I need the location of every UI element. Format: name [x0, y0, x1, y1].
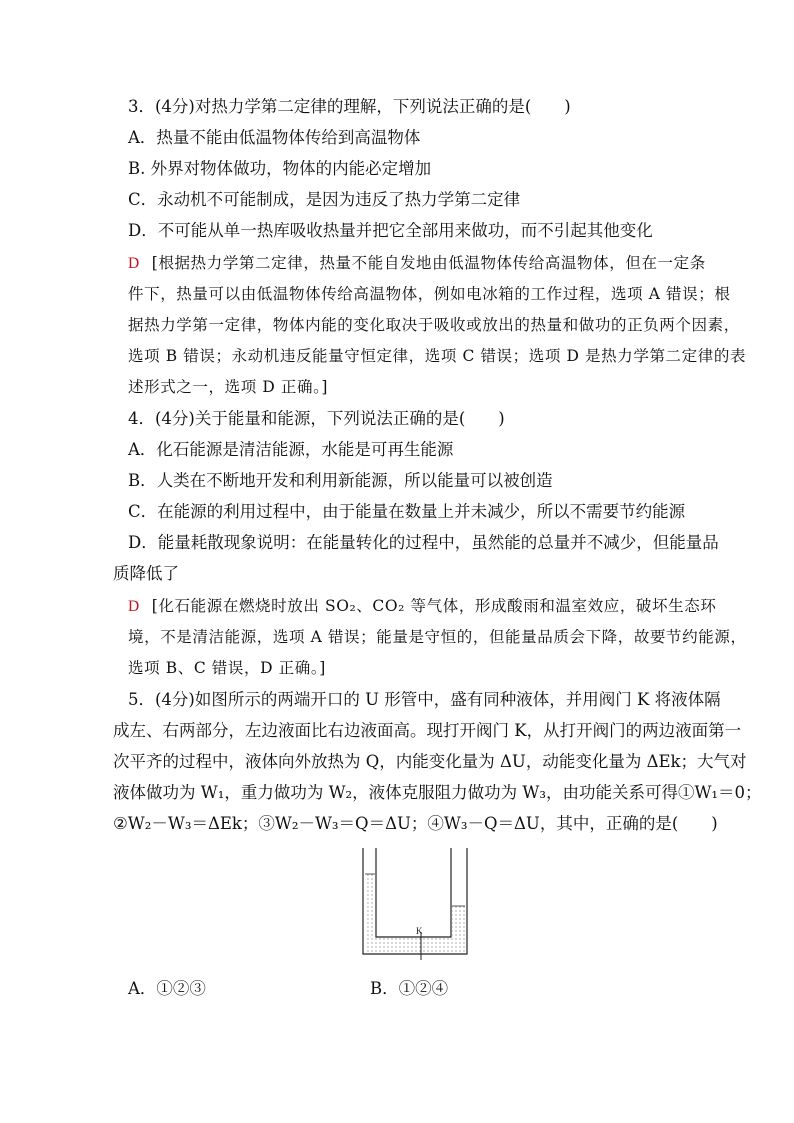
question-3-explanation-line-4: 选项 B 错误；永动机违反能量守恒定律，选项 C 错误；选项 D 是热力学第二定律的表: [128, 347, 747, 365]
question-4-explanation-line-1: [128, 595, 716, 618]
question-5-options: [128, 978, 648, 1000]
question-4-answer-key: D: [128, 598, 140, 615]
question-3-explanation-text-1: [根据热力学第二定律，热量不能自发地由低温物体传给高温物体，但在一定条: [151, 254, 706, 272]
question-3-stem: 3．(4分)对热力学第二定律的理解，下列说法正确的是( ): [128, 97, 571, 116]
question-3-option-a: A．热量不能由低温物体传给到高温物体: [128, 128, 421, 147]
question-3-option-b: B. 外界对物体做功，物体的内能必定增加: [128, 159, 432, 178]
question-5-stem-line-3: 次平齐的过程中，液体向外放热为 Q，内能变化量为 ΔU，动能变化量为 ΔEk；大气对: [113, 752, 747, 771]
question-4-explanation-line-2: 境，不是清洁能源，选项 A 错误；能量是守恒的，但能量品质会下降，故要节约能源，: [128, 628, 747, 646]
u-tube-inner-wall: [376, 848, 451, 937]
question-4-option-d-continued: 质降低了: [113, 564, 179, 583]
liquid-left: [365, 874, 375, 938]
liquid-right: [452, 906, 465, 938]
question-3-explanation-line-5: 述形式之一，选项 D 正确。]: [128, 378, 329, 396]
question-4-option-d: D．能量耗散现象说明：在能量转化的过程中，虽然能的总量并不减少，但能量品: [128, 533, 719, 552]
question-3-explanation-line-3: 据热力学第一定律，物体内能的变化取决于吸收或放出的热量和做功的正负两个因素，: [128, 316, 740, 334]
question-5-stem-line-5: ②W₂－W₃＝ΔEk；③W₂－W₃＝Q＝ΔU；④W₃－Q＝ΔU，其中，正确的是( ): [113, 814, 718, 833]
liquid-bottom: [365, 938, 465, 952]
question-3-answer-key: D: [128, 255, 140, 272]
question-4-explanation-text-1: [化石能源在燃烧时放出 SO₂、CO₂ 等气体，形成酸雨和温室效应，破坏生态环: [151, 597, 717, 615]
question-4-explanation-line-3: 选项 B、C 错误，D 正确。]: [128, 659, 326, 677]
question-3-option-d: D．不可能从单一热库吸收热量并把它全部用来做功，而不引起其他变化: [128, 221, 653, 240]
question-4-stem: 4．(4分)关于能量和能源，下列说法正确的是( ): [128, 409, 505, 428]
question-4-option-b: B．人类在不断地开发和利用新能源，所以能量可以被创造: [128, 471, 553, 490]
question-5-stem-line-4: 液体做功为 W₁，重力做功为 W₂，液体克服阻力做功为 W₃，由功能关系可得①W₁＝0；: [113, 783, 762, 802]
u-tube-figure: [355, 846, 475, 960]
question-5-option-b: B．①②④: [370, 979, 449, 998]
question-4-option-c: C．在能源的利用过程中，由于能量在数量上并未减少，所以不需要节约能源: [128, 502, 686, 521]
question-3-explanation-line-1: [128, 252, 706, 275]
question-5-option-a: A．①②③: [128, 979, 206, 998]
question-3-explanation-line-2: 件下，热量可以由低温物体传给高温物体，例如电冰箱的工作过程，选项 A 错误；根: [128, 285, 731, 303]
question-5-stem-line-1: 5．(4分)如图所示的两端开口的 U 形管中，盛有同种液体，并用阀门 K 将液体隔: [128, 690, 721, 709]
question-4-option-a: A．化石能源是清洁能源，水能是可再生能源: [128, 440, 454, 459]
question-5-stem-line-2: 成左、右两部分，左边液面比右边液面高。现打开阀门 K，从打开阀门的两边液面第一: [113, 721, 742, 740]
valve-k-label: K: [416, 926, 423, 936]
question-3-option-c: C．永动机不可能制成，是因为违反了热力学第二定律: [128, 190, 521, 209]
